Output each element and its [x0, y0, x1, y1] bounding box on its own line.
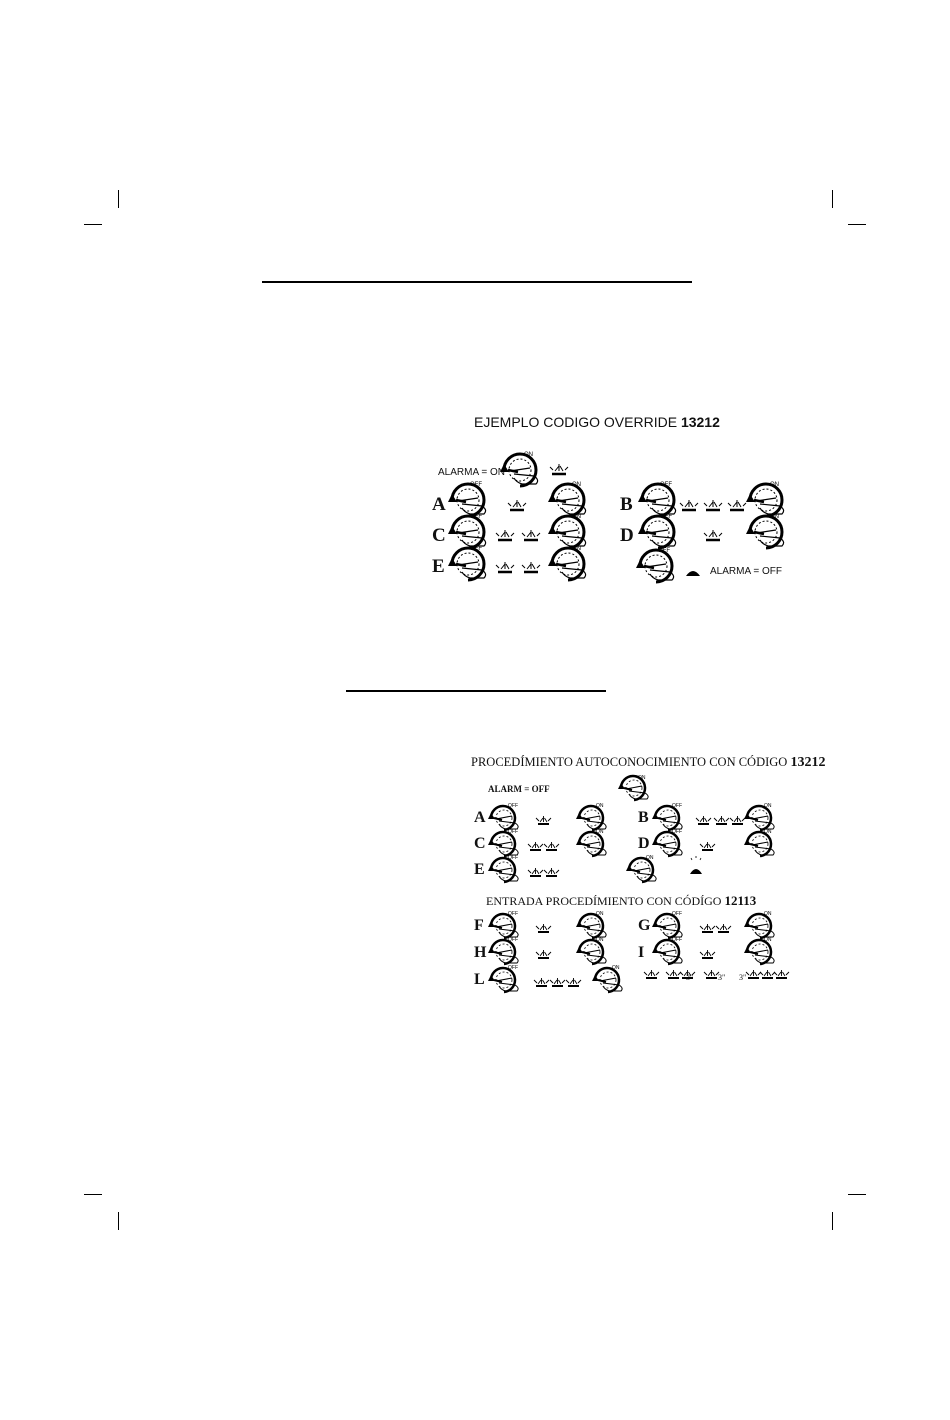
figure-2-drawing: [480, 770, 810, 1010]
svg-text:ON: ON: [638, 775, 646, 781]
crop-mark-br-h: [848, 1194, 866, 1195]
row2-label-g: G: [638, 917, 651, 934]
figure-2-title-code: 13212: [790, 755, 826, 770]
crop-mark-tr-v: [832, 190, 833, 208]
timer-label-2: 3": [718, 973, 726, 982]
figure-2-subtitle-text: ENTRADA PROCEDÍMIENTO CON CÓDÍGO: [486, 894, 725, 908]
svg-text:ON: ON: [764, 911, 772, 917]
alarm-off-label-2: ALARM = OFF: [488, 784, 550, 794]
figure-1-title-text: EJEMPLO CODIGO OVERRIDE: [474, 414, 681, 430]
timer-label-3: 3": [739, 973, 747, 982]
row-label-c: C: [432, 525, 446, 546]
svg-text:OFF: OFF: [660, 482, 672, 488]
row2-label-a: A: [474, 809, 486, 826]
row2-label-d: D: [638, 835, 650, 852]
svg-text:ON: ON: [572, 482, 581, 488]
svg-text:OFF: OFF: [508, 803, 518, 809]
svg-text:ON: ON: [770, 514, 779, 520]
svg-text:ON: ON: [770, 482, 779, 488]
svg-text:OFF: OFF: [508, 965, 518, 971]
row-label-e: E: [432, 556, 445, 577]
crop-mark-tl-v: [118, 190, 119, 208]
row2-label-b: B: [638, 809, 649, 826]
row2-label-h: H: [474, 944, 487, 961]
row2-label-c: C: [474, 835, 486, 852]
svg-text:OFF: OFF: [470, 482, 482, 488]
row2-label-l: L: [474, 971, 485, 988]
svg-text:ON: ON: [764, 829, 772, 835]
row-label-b: B: [620, 494, 633, 515]
row2-label-e: E: [474, 861, 485, 878]
svg-text:OFF: OFF: [508, 937, 518, 943]
row-label-d: D: [620, 525, 634, 546]
lamp-icon: [550, 464, 568, 474]
figure-1-title-code: 13212: [680, 414, 720, 430]
svg-text:ON: ON: [596, 937, 604, 943]
row-label-a: A: [432, 494, 446, 515]
svg-text:OFF: OFF: [470, 514, 482, 520]
svg-text:ON: ON: [764, 937, 772, 943]
svg-text:OFF: OFF: [470, 546, 482, 552]
svg-text:ON: ON: [612, 965, 620, 971]
crop-mark-tl-h: [84, 224, 102, 225]
row2-label-i: I: [638, 944, 645, 961]
svg-text:OFF: OFF: [672, 911, 682, 917]
section-rule-1: [262, 281, 692, 283]
section-rule-2: [346, 690, 606, 692]
figure-1-drawing: [430, 450, 850, 590]
crop-mark-br-v: [832, 1212, 833, 1230]
svg-text:ON: ON: [596, 803, 604, 809]
svg-text:OFF: OFF: [508, 911, 518, 917]
svg-text:OFF: OFF: [672, 803, 682, 809]
svg-text:ON: ON: [572, 546, 581, 552]
crop-mark-tr-h: [848, 224, 866, 225]
alarm-off-label: ALARMA = OFF: [710, 566, 782, 577]
figure-2-title-text: PROCEDÍMIENTO AUTOCONOCIMIENTO CON CÓDIGO: [471, 755, 791, 769]
svg-text:ON: ON: [596, 911, 604, 917]
svg-text:OFF: OFF: [658, 548, 670, 554]
svg-text:ON: ON: [646, 855, 654, 861]
knob-on-icon: [500, 454, 538, 486]
figure-2-title: [471, 755, 825, 771]
figure-1-title: [474, 414, 720, 430]
alarm-on-label: ALARMA = ON: [438, 467, 505, 478]
figure-2-subtitle-code: 12113: [724, 893, 757, 908]
svg-text:OFF: OFF: [672, 829, 682, 835]
crop-mark-bl-v: [118, 1212, 119, 1230]
svg-text:ON: ON: [524, 452, 533, 458]
svg-text:OFF: OFF: [508, 855, 518, 861]
svg-text:OFF: OFF: [672, 937, 682, 943]
crop-mark-bl-h: [84, 1194, 102, 1195]
svg-text:ON: ON: [764, 803, 772, 809]
svg-text:ON: ON: [596, 829, 604, 835]
svg-text:OFF: OFF: [660, 514, 672, 520]
row2-label-f: F: [474, 917, 484, 934]
svg-text:OFF: OFF: [508, 829, 518, 835]
svg-text:ON: ON: [572, 514, 581, 520]
